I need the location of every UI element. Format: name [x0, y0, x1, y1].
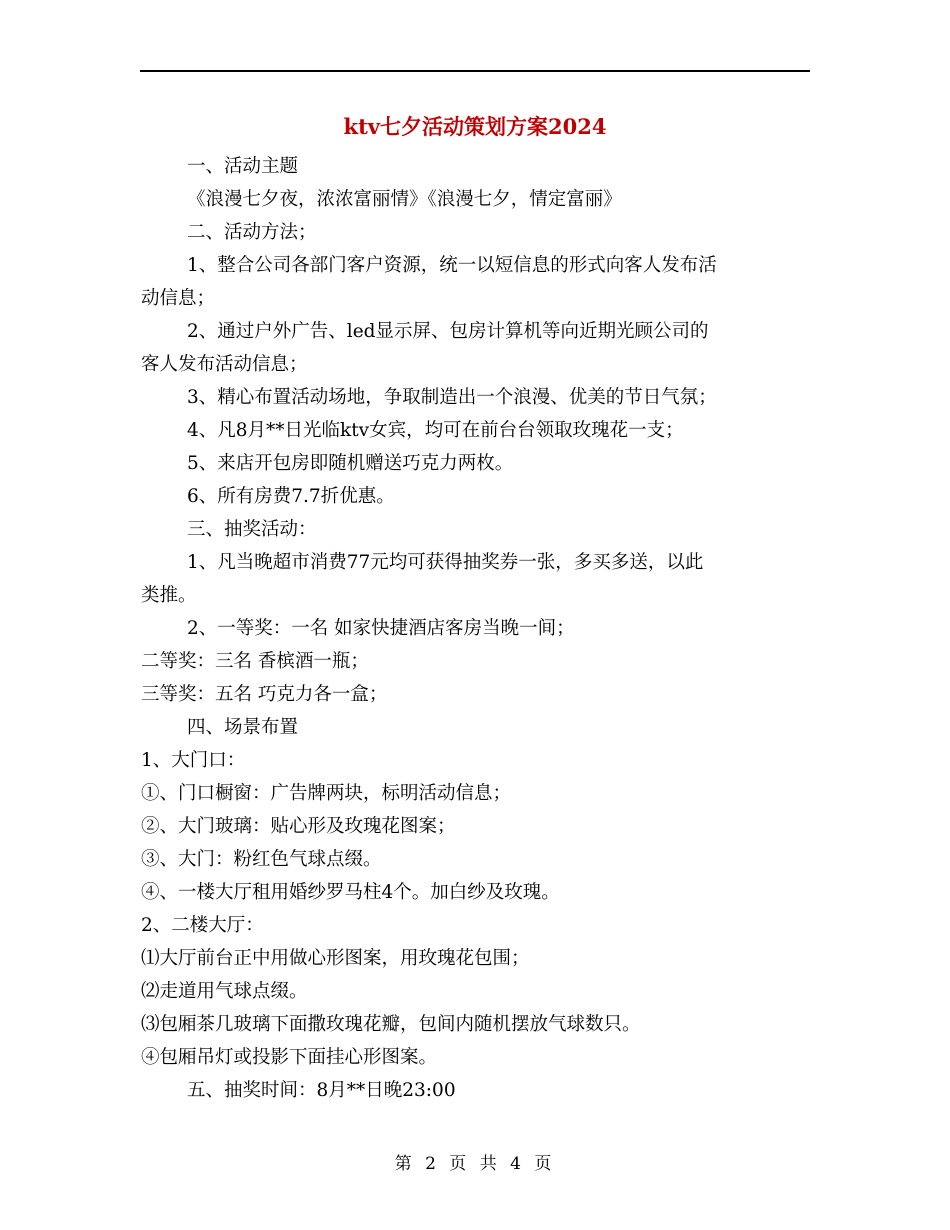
paragraph-line: ③、大门：粉红色气球点缀。 — [141, 849, 382, 870]
paragraph-line: ④、一楼大厅租用婚纱罗马柱4个。加白纱及玫瑰。 — [141, 882, 560, 903]
paragraph-line: 二、活动方法； — [187, 222, 317, 243]
paragraph-line: 1、大门口： — [141, 750, 246, 771]
paragraph-line: ②、大门玻璃：贴心形及玫瑰花图案； — [141, 816, 456, 837]
paragraph-line: 三等奖：五名 巧克力各一盒； — [141, 684, 388, 705]
paragraph-line: 4、凡8月**日光临ktv女宾，均可在前台台领取玫瑰花一支； — [187, 420, 684, 441]
page-footer: 第 2 页 共 4 页 — [394, 1154, 556, 1174]
paragraph-line: 四、场景布置 — [187, 717, 299, 738]
paragraph-line: 2、二楼大厅： — [141, 915, 264, 936]
document-title: ktv七夕活动策划方案2024 — [343, 114, 607, 139]
document-body — [141, 150, 811, 1107]
paragraph-line: ①、门口橱窗：广告牌两块，标明活动信息； — [141, 783, 512, 804]
paragraph-line: 3、精心布置活动场地，争取制造出一个浪漫、优美的节日气氛； — [187, 387, 717, 408]
paragraph-line: ⑶包厢茶几玻璃下面撒玫瑰花瓣，包间内随机摆放气球数只。 — [141, 1014, 641, 1035]
paragraph-line: 《浪漫七夕夜，浓浓富丽情》《浪漫七夕，情定富丽》 — [187, 189, 622, 210]
paragraph-line: 2、通过户外广告、led显示屏、包房计算机等向近期光顾公司的 — [187, 321, 709, 342]
paragraph-line: 二等奖：三名 香槟酒一瓶； — [141, 651, 369, 672]
paragraph-line: 一、活动主题 — [187, 156, 299, 177]
paragraph-line: ④包厢吊灯或投影下面挂心形图案。 — [141, 1047, 438, 1068]
paragraph-line: 2、一等奖：一名 如家快捷酒店客房当晚一间； — [187, 618, 575, 639]
paragraph-line: ⑵走道用气球点缀。 — [141, 981, 308, 1002]
paragraph-line: 1、整合公司各部门客户资源，统一以短信息的形式向客人发布活 — [187, 255, 717, 276]
paragraph-line: 类推。 — [141, 585, 197, 606]
paragraph-line: 1、凡当晚超市消费77元均可获得抽奖券一张，多买多送，以此 — [187, 552, 704, 573]
paragraph-line: 5、来店开包房即随机赠送巧克力两枚。 — [187, 453, 514, 474]
paragraph-line: 三、抽奖活动： — [187, 519, 317, 540]
paragraph-line: 五、抽奖时间：8月**日晚23:00 — [187, 1080, 456, 1101]
header-rule — [140, 70, 810, 72]
paragraph-line: 6、所有房费7.7折优惠。 — [187, 486, 395, 507]
paragraph-line: ⑴大厅前台正中用做心形图案，用玫瑰花包围； — [141, 948, 530, 969]
paragraph-line: 动信息； — [141, 288, 216, 309]
paragraph-line: 客人发布活动信息； — [141, 354, 308, 375]
